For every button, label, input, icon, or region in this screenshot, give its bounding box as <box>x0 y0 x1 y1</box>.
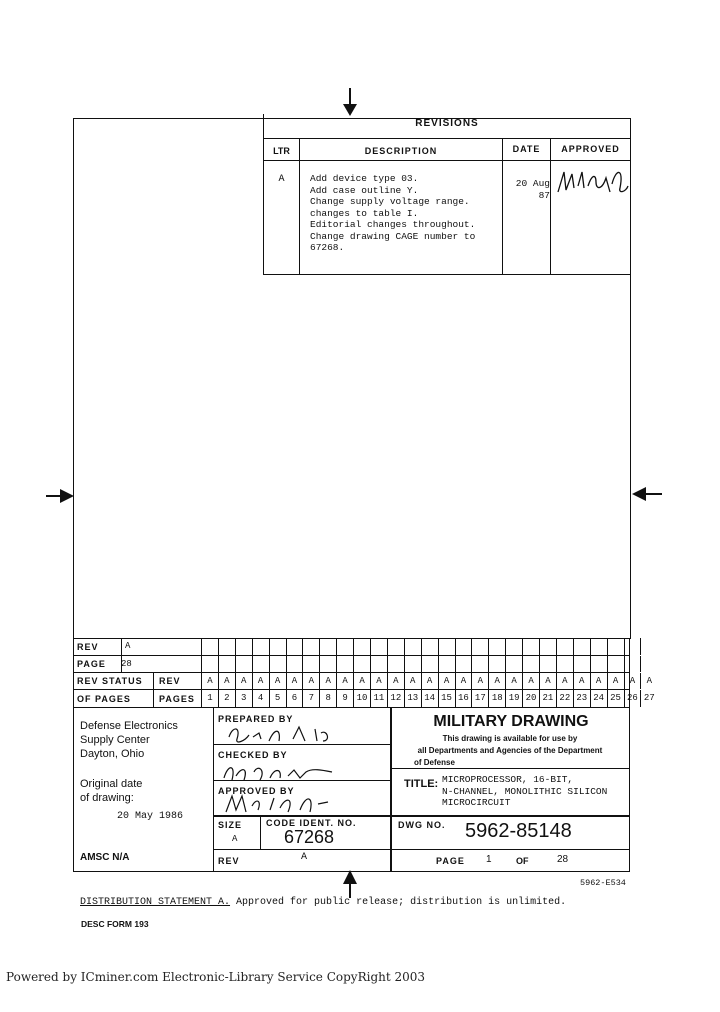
approval-signature <box>554 166 630 196</box>
page-number-cell: 8 <box>319 690 336 707</box>
form-code: 5962-E534 <box>580 878 626 888</box>
page-cell <box>387 656 404 672</box>
page-cell <box>302 656 319 672</box>
rev-value-bottom: A <box>301 852 308 863</box>
rev-cell <box>539 638 556 655</box>
rev-status-cell: A <box>590 673 607 689</box>
page-cell <box>201 656 218 672</box>
rev-cell <box>471 638 488 655</box>
page-cell <box>370 656 387 672</box>
distribution-label: DISTRIBUTION STATEMENT A. <box>80 897 231 908</box>
of-value-bottom: 28 <box>557 854 569 865</box>
notice-line: This drawing is available for use by <box>442 734 578 743</box>
prepared-by-label: PREPARED BY <box>218 714 294 724</box>
page-number-cell: 12 <box>387 690 404 707</box>
page-number-cell: 23 <box>573 690 590 707</box>
rev-status-cell: A <box>640 673 657 689</box>
page-number-cell: 18 <box>488 690 505 707</box>
rev-status-cell: A <box>539 673 556 689</box>
rev-status-cell: A <box>522 673 539 689</box>
rev-cell <box>421 638 438 655</box>
page-cell <box>522 656 539 672</box>
page-cell <box>438 656 455 672</box>
rev-status-cell: A <box>556 673 573 689</box>
description-line: Add case outline Y. <box>310 184 419 196</box>
title-line: MICROPROCESSOR, 16-BIT, <box>442 774 574 785</box>
drawing-title <box>442 774 607 809</box>
page-number-cell: 22 <box>556 690 573 707</box>
rev-status-cell: A <box>252 673 269 689</box>
revisions-block <box>263 114 630 275</box>
rev-row <box>73 638 630 656</box>
rev-cell <box>235 638 252 655</box>
rev-cell <box>218 638 235 655</box>
rev-cell <box>370 638 387 655</box>
rev-status-cell: A <box>336 673 353 689</box>
rev-label-bottom: REV <box>218 856 240 866</box>
page-number-cell: 25 <box>607 690 624 707</box>
code-ident-value: 67268 <box>284 827 335 847</box>
rev-cell <box>387 638 404 655</box>
rev-cell <box>640 638 657 655</box>
page-row <box>73 656 630 673</box>
distribution-statement <box>80 897 566 908</box>
page-cell <box>218 656 235 672</box>
page-label: PAGE <box>77 659 106 669</box>
footer-credit: Powered by ICminer.com Electronic-Library Service CopyRight 2003 <box>6 970 426 984</box>
rev-status-cell: A <box>269 673 286 689</box>
description-line: changes to table I. <box>310 207 419 219</box>
rev-cell <box>286 638 303 655</box>
original-date: 20 May 1986 <box>117 811 184 822</box>
rev-cell <box>607 638 624 655</box>
title-line: MICROCIRCUIT <box>442 797 511 808</box>
description-line: Change supply voltage range. <box>310 196 470 207</box>
page-cell <box>455 656 472 672</box>
page-cell <box>319 656 336 672</box>
page-number-cell: 19 <box>505 690 522 707</box>
rev-status-cell: A <box>471 673 488 689</box>
dwg-no-label: DWG NO. <box>398 820 446 830</box>
page-cell <box>573 656 590 672</box>
rev-status-cell: A <box>505 673 522 689</box>
left-middle-arrow <box>46 486 76 506</box>
rev-status-cell: A <box>455 673 472 689</box>
rev-status-cell: A <box>302 673 319 689</box>
page-cell <box>539 656 556 672</box>
rev-status-label: REV STATUS <box>77 676 143 686</box>
rev-status-cell: A <box>387 673 404 689</box>
rev-status-cell: A <box>235 673 252 689</box>
description-line: 67268. <box>310 242 345 253</box>
org-line: Supply Center <box>80 734 150 746</box>
rev-cell <box>438 638 455 655</box>
page-number-cell: 9 <box>336 690 353 707</box>
page-number-cell: 21 <box>539 690 556 707</box>
rev-status-cell: A <box>201 673 218 689</box>
rev-status-cell: A <box>488 673 505 689</box>
page-cell <box>607 656 624 672</box>
military-drawing-heading: MILITARY DRAWING <box>433 713 589 730</box>
size-label: SIZE <box>218 820 243 830</box>
rev-cell <box>590 638 607 655</box>
page-cell <box>590 656 607 672</box>
rev-cell <box>505 638 522 655</box>
page-number-cell: 20 <box>522 690 539 707</box>
rev-status-cell: A <box>607 673 624 689</box>
page-cell <box>252 656 269 672</box>
page-number-cell: 6 <box>286 690 303 707</box>
page-number-cell: 13 <box>404 690 421 707</box>
rev-cell <box>624 638 641 655</box>
dwg-no-value: 5962-85148 <box>465 820 572 842</box>
page-cell <box>421 656 438 672</box>
rev-status-cell: A <box>353 673 370 689</box>
page-number-cell: 27 <box>640 690 657 707</box>
rev-sub-label: REV <box>159 676 181 686</box>
prepared-signature <box>225 723 345 745</box>
rev-status-cell: A <box>573 673 590 689</box>
availability-notice <box>392 733 628 769</box>
page-number-cell: 15 <box>438 690 455 707</box>
approved-by-label: APPROVED BY <box>218 786 295 796</box>
rev-cell <box>201 638 218 655</box>
rev-cell <box>269 638 286 655</box>
notice-line: of Defense <box>414 758 455 767</box>
amsc-label: AMSC N/A <box>80 852 130 863</box>
page-number-cell: 3 <box>235 690 252 707</box>
right-middle-arrow <box>628 484 662 504</box>
organization <box>80 719 178 761</box>
size-value: A <box>232 834 238 844</box>
title-line: N-CHANNEL, MONOLITHIC SILICON <box>442 785 608 797</box>
page-number-cell: 16 <box>455 690 472 707</box>
of-pages-row <box>73 690 655 708</box>
page-cell <box>556 656 573 672</box>
org-line: Defense Electronics <box>80 720 178 732</box>
rev-cell <box>319 638 336 655</box>
page-number-cell: 4 <box>252 690 269 707</box>
rev-cell <box>455 638 472 655</box>
rev-cell <box>302 638 319 655</box>
page-cell <box>286 656 303 672</box>
title-label: TITLE: <box>404 778 439 790</box>
page-label-bottom: PAGE <box>436 856 465 866</box>
rev-cell <box>252 638 269 655</box>
page-value-bottom: 1 <box>486 854 492 865</box>
checked-by-label: CHECKED BY <box>218 750 288 760</box>
revision-description <box>310 173 475 254</box>
page-cell <box>404 656 421 672</box>
page-number-cell: 24 <box>590 690 607 707</box>
rev-status-cell: A <box>624 673 641 689</box>
description-line: Editorial changes throughout. <box>310 219 476 230</box>
rev-value: A <box>125 641 131 651</box>
rev-label: REV <box>77 642 99 652</box>
page-number-cell: 14 <box>421 690 438 707</box>
rev-cell <box>556 638 573 655</box>
pages-sub-label: PAGES <box>159 694 195 704</box>
notice-line: all Departments and Agencies of the Department <box>417 746 603 755</box>
column-header-approved: APPROVED <box>561 144 620 154</box>
rev-status-row <box>73 673 653 690</box>
rev-status-cell: A <box>370 673 387 689</box>
page-cell <box>471 656 488 672</box>
bottom-center-arrow <box>340 868 360 898</box>
page-number-cell: 5 <box>269 690 286 707</box>
page-cell <box>505 656 522 672</box>
rev-cell <box>336 638 353 655</box>
desc-form: DESC FORM 193 <box>81 919 149 929</box>
date-line: 20 Aug <box>515 178 550 189</box>
rev-status-cell: A <box>218 673 235 689</box>
page-cell <box>336 656 353 672</box>
description-line: Add device type 03. <box>310 173 419 184</box>
date-line: 87 <box>538 190 550 201</box>
label-line: of drawing: <box>80 792 134 804</box>
page-number-cell: 7 <box>302 690 319 707</box>
page-number-cell: 26 <box>624 690 641 707</box>
description-line: Change drawing CAGE number to <box>310 230 476 242</box>
revisions-title: REVISIONS <box>415 118 479 129</box>
page-cell <box>353 656 370 672</box>
page-number-cell: 10 <box>353 690 370 707</box>
org-line: Dayton, Ohio <box>80 748 145 760</box>
page-number-cell: 11 <box>370 690 387 707</box>
page-cell <box>640 656 657 672</box>
page-number-cell: 17 <box>471 690 488 707</box>
page-cell <box>235 656 252 672</box>
rev-status-cell: A <box>404 673 421 689</box>
page-value: 28 <box>121 659 132 669</box>
approved-signature <box>222 792 342 816</box>
rev-status-cell: A <box>438 673 455 689</box>
column-header-description: DESCRIPTION <box>364 146 438 156</box>
rev-cell <box>404 638 421 655</box>
rev-cell <box>573 638 590 655</box>
page-cell <box>488 656 505 672</box>
rev-status-cell: A <box>319 673 336 689</box>
rev-status-cell: A <box>286 673 303 689</box>
revision-letter: A <box>278 174 285 185</box>
rev-cell <box>488 638 505 655</box>
rev-status-cell: A <box>421 673 438 689</box>
of-label-bottom: OF <box>516 856 529 866</box>
revision-date <box>504 178 550 202</box>
distribution-text: Approved for public release; distribution is unlimited. <box>236 897 567 908</box>
rev-cell <box>522 638 539 655</box>
rev-cell <box>353 638 370 655</box>
code-ident-label: CODE IDENT. NO. <box>266 818 357 828</box>
page-number-cell: 1 <box>201 690 218 707</box>
page-cell <box>269 656 286 672</box>
of-pages-label: OF PAGES <box>77 694 131 704</box>
column-header-ltr: LTR <box>273 146 290 156</box>
page-number-cell: 2 <box>218 690 235 707</box>
original-date-label <box>80 777 142 805</box>
label-line: Original date <box>80 778 143 790</box>
page-cell <box>624 656 641 672</box>
column-header-date: DATE <box>512 144 541 154</box>
